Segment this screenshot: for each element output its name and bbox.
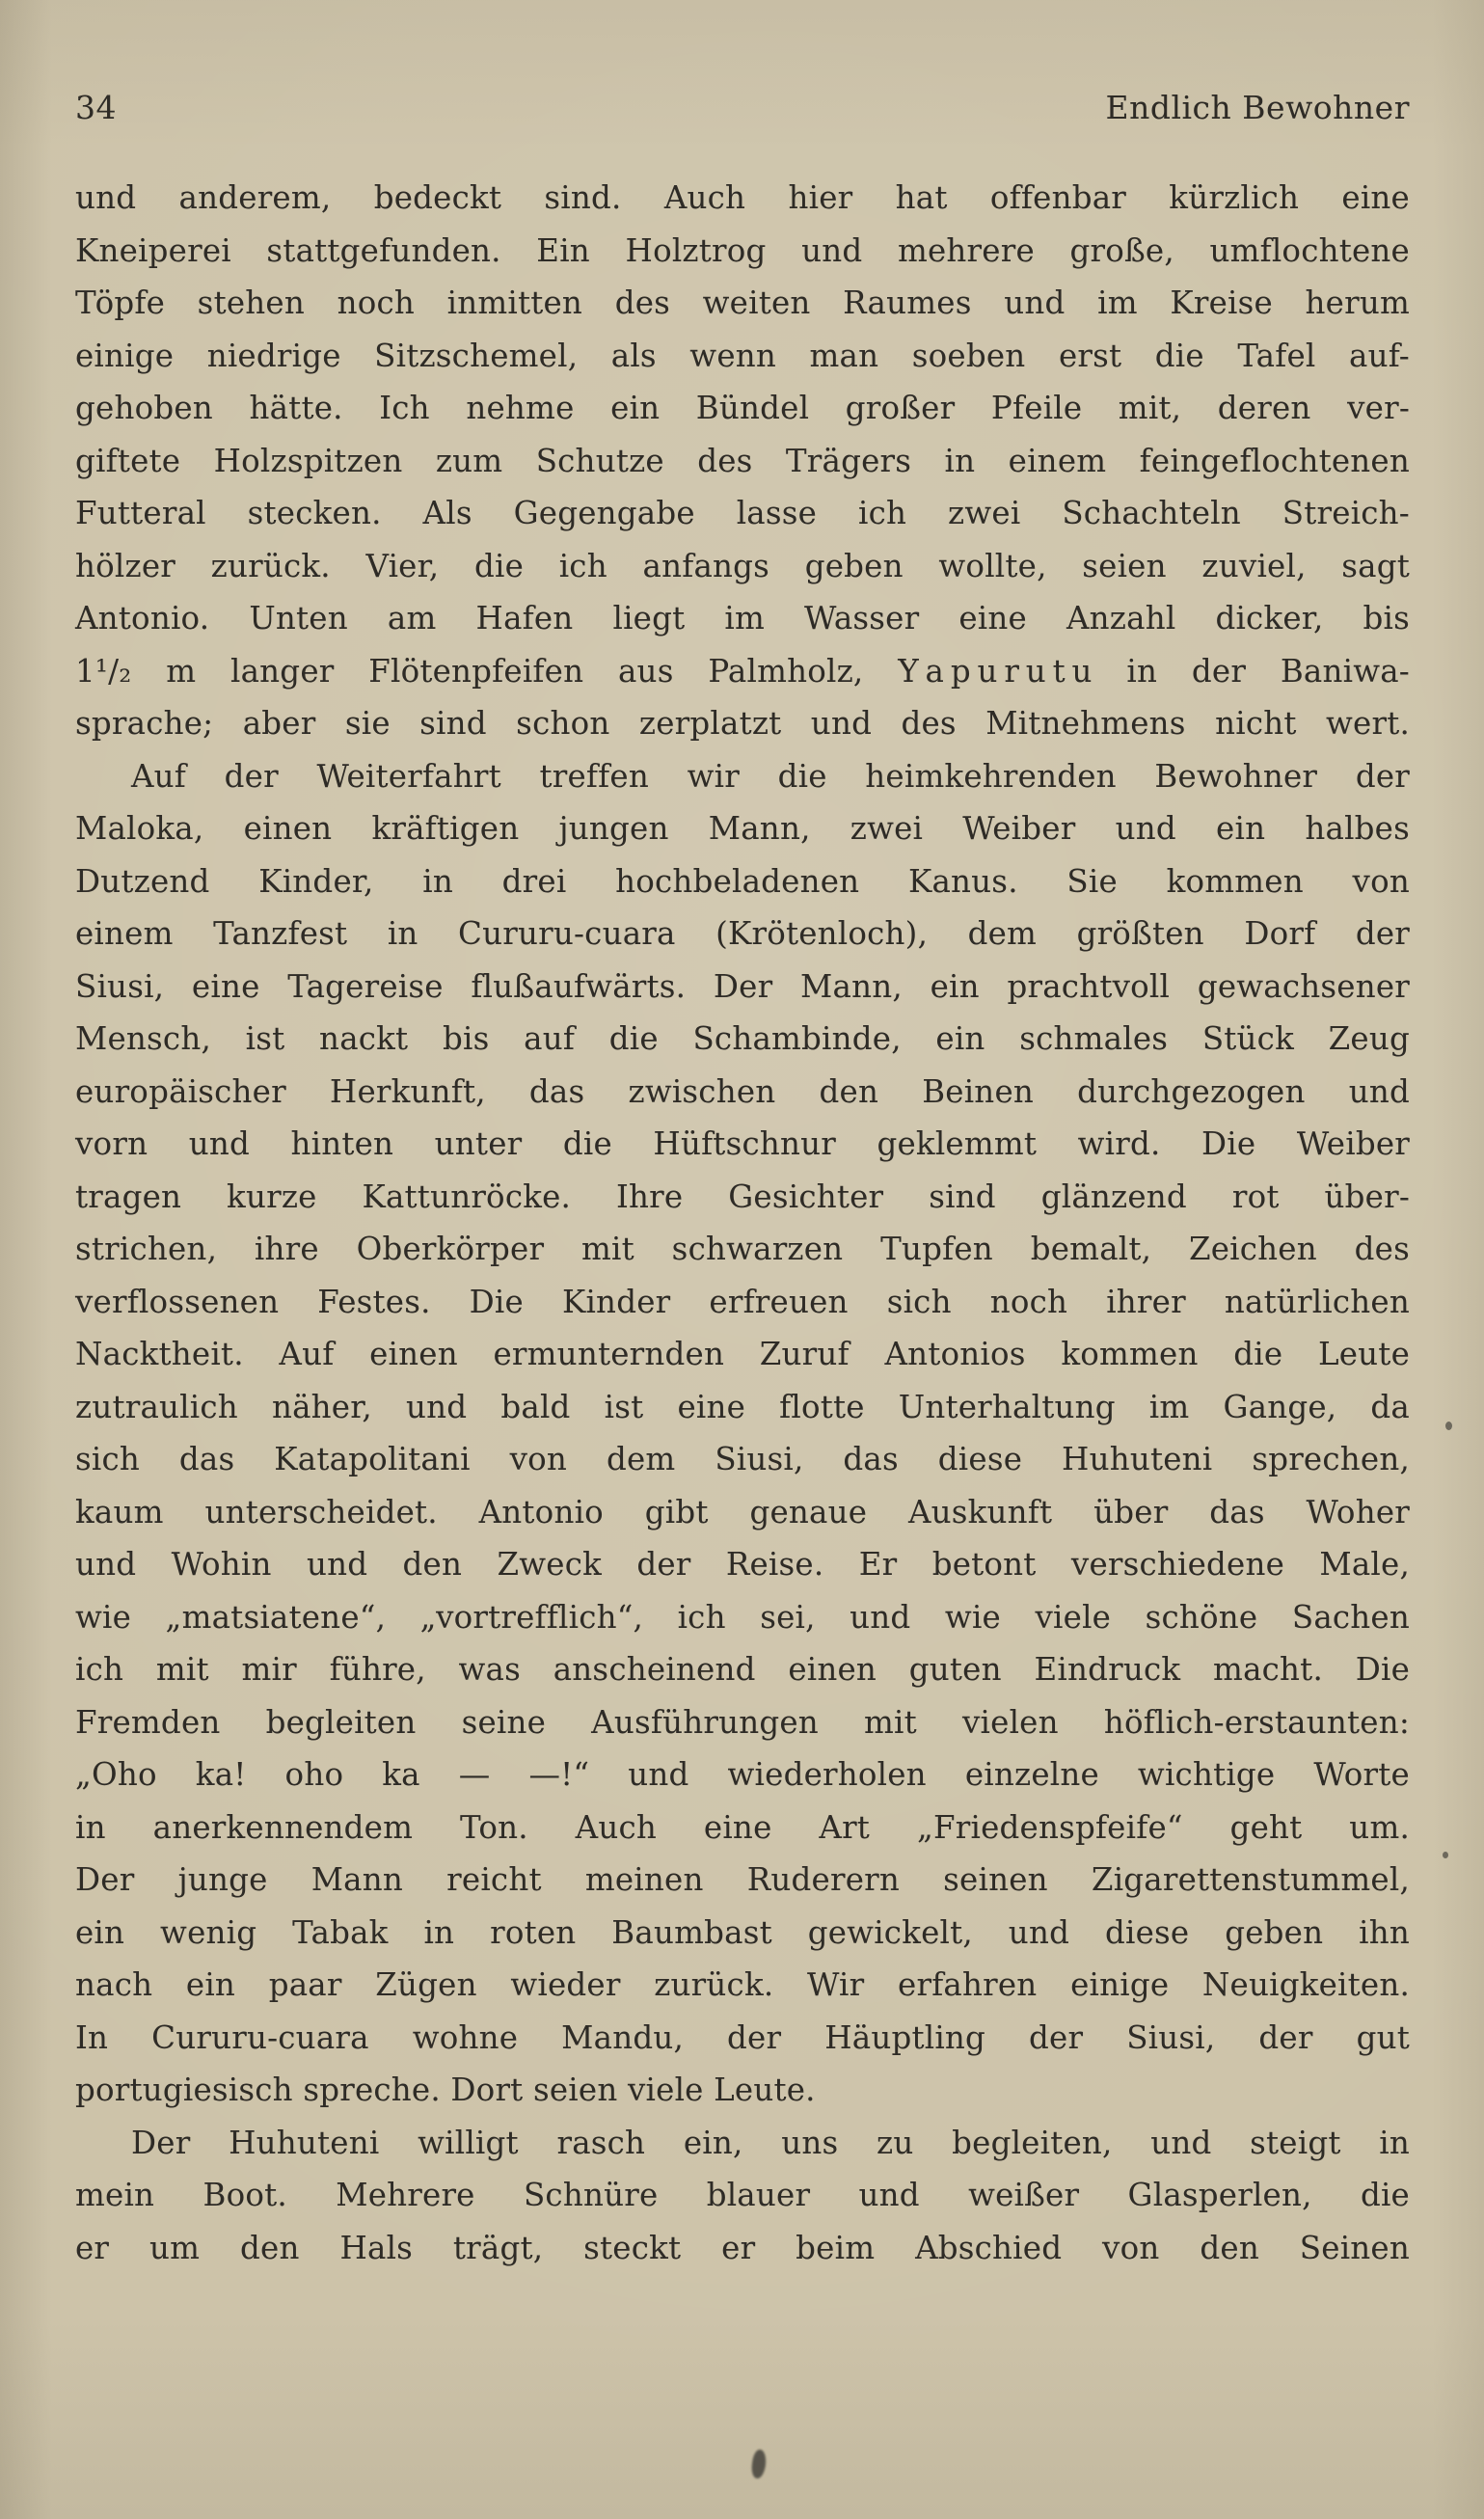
text-line: sich das Katapolitani von dem Siusi, das diese Huhuteni sprechen, [75, 1441, 1410, 1477]
text-line: In Cururu-cuara wohne Mandu, der Häuptling der Siusi, der gut [75, 2018, 1410, 2056]
text-line: in anerkennendem Ton. Auch eine Art „Friedenspfeife“ geht um. [75, 1808, 1410, 1846]
text-line: „Oho ka! oho ka — —!“ und wiederholen einzelne wichtige Worte [75, 1756, 1410, 1793]
text-line: kaum unterscheidet. Antonio gibt genaue Auskunft über das Woher [75, 1493, 1410, 1530]
text-line: Mensch, ist nackt bis auf die Schambinde, ein schmales Stück Zeug [75, 1020, 1410, 1057]
text-line: portugiesisch spreche. Dort seien viele Leute. [75, 2072, 816, 2108]
text-line: gehoben hätte. Ich nehme ein Bündel großer Pfeile mit, deren ver- [75, 390, 1410, 426]
text-line: strichen, ihre Oberkörper mit schwarzen Tupfen bemalt, Zeichen des [75, 1231, 1410, 1267]
page-text-block [75, 172, 1410, 2274]
text-line: Futteral stecken. Als Gegengabe lasse ich zwei Schachteln Streich- [75, 495, 1410, 531]
text-line: nach ein paar Zügen wieder zurück. Wir erfahren einige Neuigkeiten. [75, 1966, 1410, 2003]
ink-smudge [750, 2449, 768, 2479]
text-line: einem Tanzfest in Cururu-cuara (Krötenloch), dem größten Dorf der [75, 915, 1410, 952]
ink-speck [1443, 1852, 1448, 1858]
paragraph [75, 750, 1410, 2117]
text-line: Kneiperei stattgefunden. Ein Holztrog und mehrere große, umflochtene [75, 231, 1410, 269]
text-line: einige niedrige Sitzschemel, als wenn man soeben erst die Tafel auf- [75, 337, 1410, 374]
text-line: ein wenig Tabak in roten Baumbast gewickelt, und diese geben ihn [75, 1913, 1410, 1951]
text-line: Töpfe stehen noch inmitten des weiten Raumes und im Kreise herum [75, 284, 1410, 321]
text-line: Dutzend Kinder, in drei hochbeladenen Kanus. Sie kommen von [75, 862, 1410, 900]
page-header [75, 89, 1410, 126]
text-line: ich mit mir führe, was anscheinend einen guten Eindruck macht. Die [75, 1651, 1410, 1688]
text-line: und Wohin und den Zweck der Reise. Er betont verschiedene Male, [75, 1546, 1410, 1583]
text-line: wie „matsiatene“, „vortrefflich“, ich sei, und wie viele schöne Sachen [75, 1598, 1410, 1636]
ink-speck [1445, 1422, 1452, 1430]
text-line: sprache; aber sie sind schon zerplatzt und des Mitnehmens nicht wert. [75, 705, 1410, 742]
text-line: hölzer zurück. Vier, die ich anfangs geben wollte, seien zuviel, sagt [75, 547, 1410, 584]
text-line: tragen kurze Kattunröcke. Ihre Gesichter sind glänzend rot über- [75, 1178, 1410, 1215]
paragraph [75, 2117, 1410, 2275]
text-line: Fremden begleiten seine Ausführungen mit vielen höflich-erstaunten: [75, 1703, 1410, 1741]
text-line: verflossenen Festes. Die Kinder erfreuen sich noch ihrer natürlichen [75, 1283, 1410, 1320]
running-title: Endlich Bewohner [1105, 89, 1410, 126]
text-line: Antonio. Unten am Hafen liegt im Wasser eine Anzahl dicker, bis [75, 600, 1410, 637]
text-line: Der Huhuteni willigt rasch ein, uns zu begleiten, und steigt in [131, 2124, 1410, 2161]
paragraph [75, 172, 1410, 750]
text-line: vorn und hinten unter die Hüftschnur geklemmt wird. Die Weiber [75, 1125, 1410, 1162]
text-line: mein Boot. Mehrere Schnüre blauer und weißer Glasperlen, die [75, 2177, 1410, 2213]
text-line: Siusi, eine Tagereise flußaufwärts. Der Mann, ein prachtvoll gewachsener [75, 967, 1410, 1005]
text-line: 1¹/₂ m langer Flötenpfeifen aus Palmholz, Y a p u r u t u in der Baniwa- [75, 652, 1410, 690]
text-line: Nacktheit. Auf einen ermunternden Zuruf Antonios kommen die Leute [75, 1336, 1410, 1372]
text-line: und anderem, bedeckt sind. Auch hier hat offenbar kürzlich eine [75, 179, 1410, 216]
text-line: er um den Hals trägt, steckt er beim Abschied von den Seinen [75, 2229, 1410, 2266]
text-line: giftete Holzspitzen zum Schutze des Trägers in einem feingeflochtenen [75, 442, 1410, 479]
text-line: europäischer Herkunft, das zwischen den Beinen durchgezogen und [75, 1072, 1410, 1110]
text-line: Auf der Weiterfahrt treffen wir die heimkehrenden Bewohner der [131, 757, 1410, 795]
text-line: zutraulich näher, und bald ist eine flotte Unterhaltung im Gange, da [75, 1388, 1410, 1425]
text-line: Maloka, einen kräftigen jungen Mann, zwei Weiber und ein halbes [75, 810, 1410, 847]
page-number: 34 [75, 89, 117, 126]
text-line: Der junge Mann reicht meinen Ruderern seinen Zigarettenstummel, [75, 1861, 1410, 1898]
